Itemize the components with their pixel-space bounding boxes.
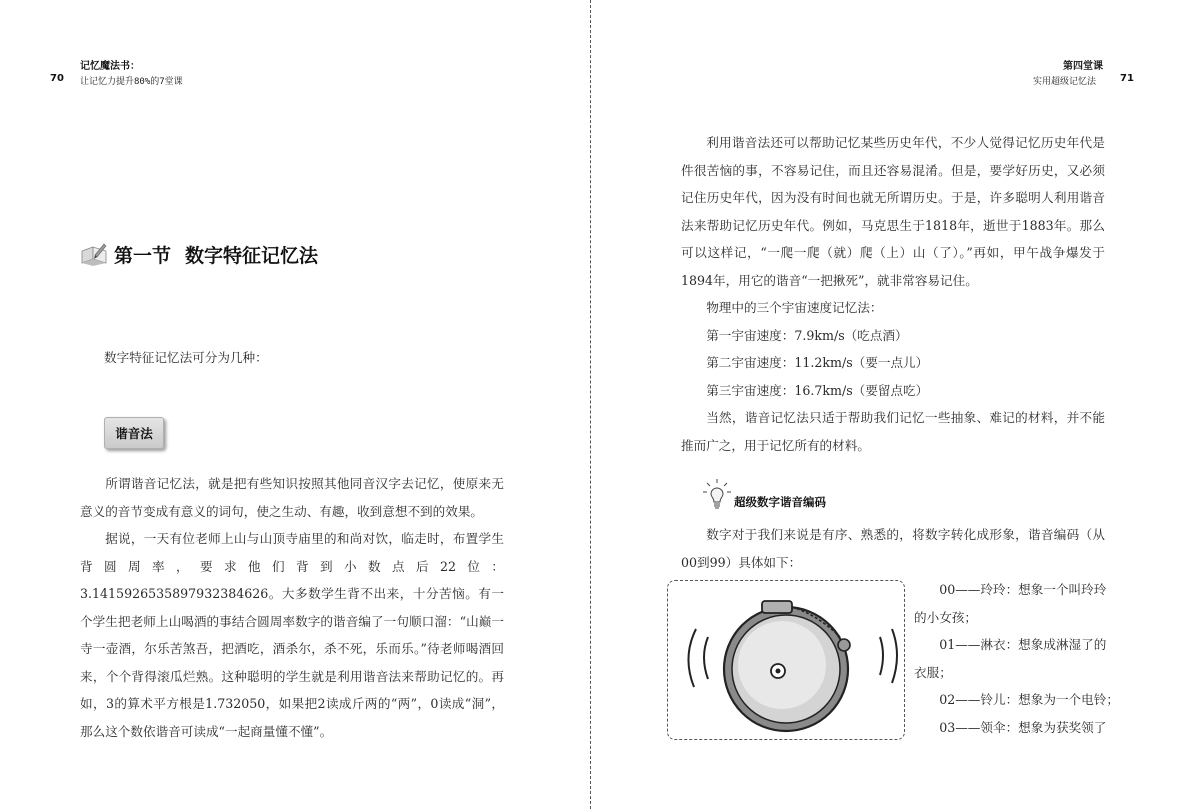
code-line: 03——领伞：想象为获奖领了 [939, 719, 1107, 735]
speed-line: 第一宇宙速度：7.9km/s（吃点酒） [706, 327, 908, 343]
intro-text: 数字特征记忆法可分为几种： [104, 350, 268, 365]
page-number: 71 [1120, 73, 1134, 84]
book-title: 记忆魔法书： [80, 61, 140, 72]
page-spine [590, 0, 591, 809]
page-number: 70 [50, 73, 64, 84]
code-line: 02——铃儿：想象为一个电铃； [939, 692, 1119, 707]
subheading-text: 超级数字谐音编码 [734, 495, 826, 509]
section-number: 第一节 [114, 244, 172, 267]
section-title: 数字特征记忆法 [185, 244, 319, 267]
physics-intro: 物理中的三个宇宙速度记忆法： [706, 300, 883, 315]
code-line: 的小女孩； [914, 609, 977, 625]
body-text-left [80, 470, 504, 745]
book-icon [80, 241, 108, 267]
speed-line: 第二宇宙速度：11.2km/s（要一点儿） [706, 355, 929, 370]
codes-intro [681, 521, 1105, 576]
paragraph: 所谓谐音记忆法，就是把有些知识按照其他同音汉字去记忆，使原来无意义的音节变成有意义的词句，使之生动、有趣，收到意想不到的效果。 [80, 476, 504, 519]
paragraph: 据说，一天有位老师上山与山顶寺庙里的和尚对饮，临走时，布置学生背圆周率，要求他们背到小数点后22位：3.1415926535897932384626。大多数学生背不出来，十分苦恼。有一个学生把老师上山喝酒的事结合圆周率数字的谐音编了一句顺口溜：“山巅一寺一壶酒，尔乐苦煞吾，把酒吃，酒杀尔，杀不死，乐而乐。”待老师喝酒回来，个个背得滚瓜烂熟。这种聪明的学生就是利用谐音法来帮助记忆的。再如，3的算术平方根是1.732050，如果把2读成斤两的“两”，0读成“洞”，那么这个数依谐音可读成“一起商量懂不懂”。 [80, 531, 504, 739]
code-list [914, 576, 1119, 741]
paragraph: 当然，谐音记忆法只适于帮助我们记忆一些抽象、难记的材料，并不能推而广之，用于记忆所有的材料。 [681, 410, 1105, 453]
code-line: 01——淋衣：想象成淋湿了的 [939, 637, 1107, 652]
code-line: 衣服； [914, 664, 952, 680]
subheading [702, 478, 826, 512]
book-subtitle: 让记忆力提升80%的7堂课 [80, 77, 183, 87]
bell-icon [668, 581, 904, 739]
chapter-subtitle: 实用超级记忆法 [1033, 77, 1097, 87]
chapter-title: 第四堂课 [1063, 61, 1103, 72]
body-text-right [681, 129, 1105, 459]
bell-illustration-frame [667, 580, 905, 740]
method-tag: 谐音法 [104, 417, 164, 449]
section-heading [80, 239, 332, 269]
code-line: 00——玲玲：想象一个叫玲玲 [939, 582, 1107, 597]
lightbulb-icon [702, 478, 732, 512]
paragraph: 数字对于我们来说是有序、熟悉的，将数字转化成形象，谐音编码（从00到99）具体如下： [681, 527, 1105, 570]
speed-line: 第三宇宙速度：16.7km/s（要留点吃） [706, 382, 929, 398]
paragraph: 利用谐音法还可以帮助记忆某些历史年代，不少人觉得记忆历史年代是件很苦恼的事，不容易记住，而且还容易混淆。但是，要学好历史，又必须记住历史年代，因为没有时间也就无所谓历史。于是，许多聪明人利用谐音法来帮助记忆历史年代。例如，马克思生于1818年，逝世于1883年。那么可以这样记，“一爬一爬（就）爬（上）山（了）。”再如，甲午战争爆发于1894年，用它的谐音“一把揪死”，就非常容易记住。 [681, 135, 1105, 288]
